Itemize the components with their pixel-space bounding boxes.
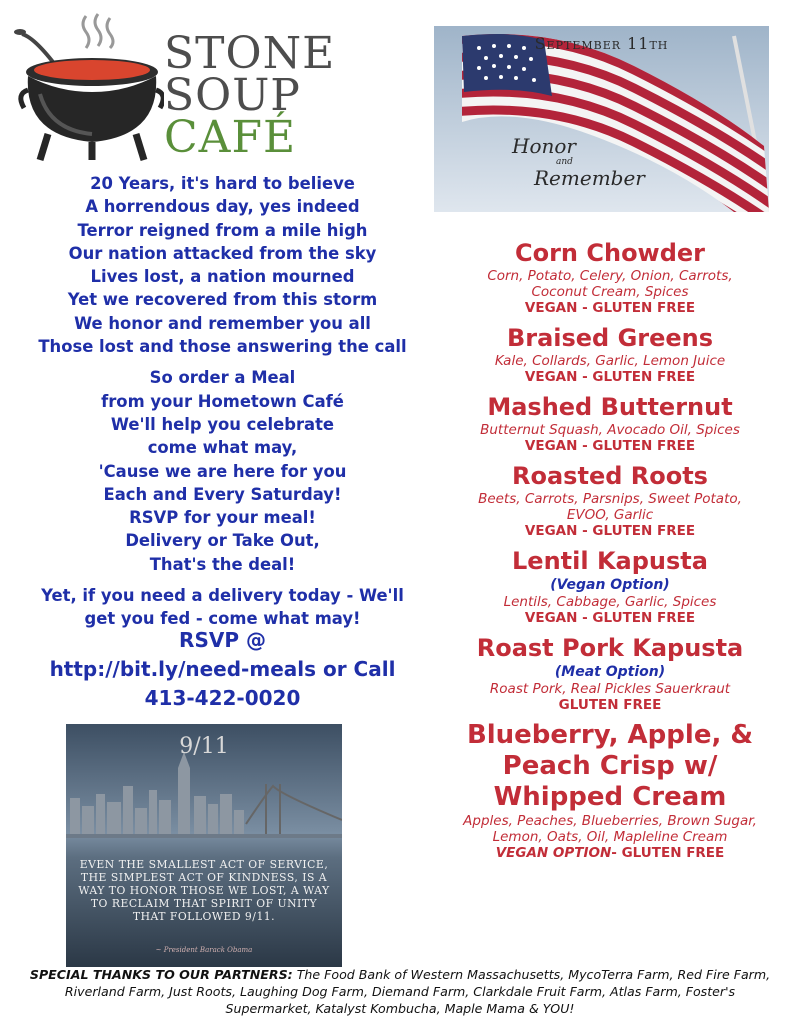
poem-line: Each and Every Saturday!: [103, 484, 342, 504]
soup-pot-icon: [14, 10, 164, 170]
menu-item: [440, 392, 780, 455]
stone-soup-cafe-logo: [14, 10, 344, 170]
menu-item-name: Roast Pork Kapusta: [476, 634, 744, 662]
flag-title: September 11th: [534, 34, 669, 53]
rsvp-block: [20, 626, 425, 713]
menu-item-desc: Butternut Squash, Avocado Oil, Spices: [480, 422, 740, 438]
nyc-skyline-icon: [66, 724, 342, 967]
menu-item: [440, 546, 780, 627]
poem-line: get you fed - come what may!: [84, 609, 361, 629]
logo-wordmark: [164, 28, 336, 163]
partners-thanks: [24, 966, 776, 1017]
menu-item-tag: VEGAN - GLUTEN FREE: [524, 523, 696, 539]
poem-line: come what may,: [147, 438, 298, 458]
menu-item-tag: [440, 845, 780, 862]
menu-item-name-line: Peach Crisp w/: [502, 751, 718, 781]
menu-item: [440, 323, 780, 386]
logo-line-1: STONE: [164, 28, 336, 79]
menu-item-name: Roasted Roots: [512, 462, 708, 490]
poem-line: Those lost and those answering the call: [38, 337, 407, 357]
nyc-image-title: 9/11: [179, 734, 229, 759]
menu-item-desc: EVOO, Garlic: [566, 507, 654, 523]
thanks-label: SPECIAL THANKS TO OUR PARTNERS:: [29, 967, 293, 982]
rsvp-link[interactable]: http://bit.ly/need-meals or Call: [49, 657, 396, 681]
menu-item: [440, 633, 780, 714]
obama-quote: EVEN THE SMALLEST ACT OF SERVICE, THE SIMPLEST ACT OF KINDNESS, IS A WAY TO HONOR THOSE WE LOST, A WAY TO RECLAIM THAT SPIRIT OF UNITY THAT FOLLOWED 9/11.: [78, 858, 330, 923]
menu-item-desc: Coconut Cream, Spices: [531, 284, 689, 300]
honor-word: Honor: [512, 134, 576, 158]
poem-line: That's the deal!: [149, 554, 296, 574]
poem-line: 'Cause we are here for you: [98, 461, 347, 481]
menu: [440, 238, 780, 868]
logo-line-3: CAFÉ: [164, 112, 297, 163]
partners-list: The Food Bank of Western Massachusetts, MycoTerra Farm, Red Fire Farm, Riverland Farm, Just Roots, Laughing Dog Farm, Diemand Farm, Clarkdale Fruit Farm, Atlas Farm, Foster's Supermarket, Katalyst Kombucha, Maple Mama & YOU!: [64, 967, 771, 1016]
menu-item-name: Lentil Kapusta: [512, 547, 708, 575]
poem-line: So order a Meal: [149, 368, 296, 388]
menu-item-name-line: Blueberry, Apple, &: [466, 720, 754, 750]
menu-item-desc: Apples, Peaches, Blueberries, Brown Sugar,: [463, 813, 757, 829]
vegan-option-tag: VEGAN OPTION: [495, 845, 612, 861]
menu-item-name: Corn Chowder: [514, 239, 706, 267]
logo-line-2: SOUP: [164, 70, 301, 121]
poem-line: Terror reigned from a mile high: [77, 220, 368, 240]
nyc-skyline-quote-image: [66, 724, 342, 967]
menu-item-tag: VEGAN - GLUTEN FREE: [524, 438, 696, 454]
gluten-free-tag: - GLUTEN FREE: [611, 845, 725, 861]
menu-item-desc: Corn, Potato, Celery, Onion, Carrots,: [487, 268, 733, 284]
poem-line: Yet we recovered from this storm: [67, 290, 378, 310]
quote-author: ~ President Barack Obama: [155, 946, 253, 954]
poem-line: We honor and remember you all: [74, 313, 371, 333]
honor-remember-text: [512, 136, 645, 188]
menu-item-name-line: Whipped Cream: [493, 782, 727, 812]
menu-item-tag: VEGAN - GLUTEN FREE: [524, 610, 696, 626]
poem-line: Our nation attacked from the sky: [68, 243, 377, 263]
poem-line: Delivery or Take Out,: [125, 531, 320, 551]
rsvp-phone[interactable]: 413-422-0020: [144, 686, 301, 710]
poem-line: Lives lost, a nation mourned: [90, 267, 355, 287]
menu-item-desc: Lemon, Oats, Oil, Mapleline Cream: [492, 829, 728, 845]
menu-item-desc: Lentils, Cabbage, Garlic, Spices: [503, 594, 717, 610]
menu-item-tag: VEGAN - GLUTEN FREE: [524, 369, 696, 385]
menu-item-desc: Beets, Carrots, Parsnips, Sweet Potato,: [478, 491, 742, 507]
poem-line: from your Hometown Café: [101, 391, 344, 411]
menu-item: [440, 238, 780, 317]
menu-item-desc: Roast Pork, Real Pickles Sauerkraut: [489, 681, 731, 697]
september-11-flag-image: [434, 26, 769, 212]
menu-item-name: Mashed Butternut: [487, 393, 733, 421]
rsvp-label: RSVP @: [179, 628, 266, 652]
poem-line: RSVP for your meal!: [129, 508, 316, 528]
menu-item-tag: VEGAN - GLUTEN FREE: [524, 300, 696, 316]
menu-item-tag: GLUTEN FREE: [558, 697, 662, 713]
poem-line: We'll help you celebrate: [110, 414, 335, 434]
menu-item-option: (Meat Option): [554, 664, 666, 680]
menu-item-desc: Kale, Collards, Garlic, Lemon Juice: [494, 353, 726, 369]
remember-word: Remember: [534, 166, 645, 190]
and-word: and: [556, 157, 573, 167]
menu-item: [440, 461, 780, 540]
menu-item-name: Braised Greens: [506, 324, 714, 352]
poem-line: A horrendous day, yes indeed: [85, 197, 360, 217]
poem: [20, 172, 425, 631]
menu-item-option: (Vegan Option): [550, 577, 670, 593]
poem-line: Yet, if you need a delivery today - We'll: [41, 586, 404, 606]
poem-line: 20 Years, it's hard to believe: [90, 174, 355, 193]
menu-item: [440, 720, 780, 862]
